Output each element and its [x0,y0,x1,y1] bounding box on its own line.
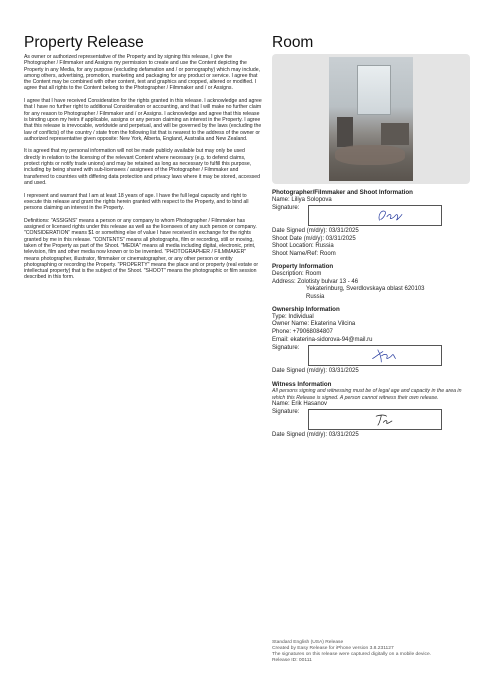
property-section-heading: Property Information [272,263,334,271]
release-details-column [272,34,472,440]
footer-app-version: Created by Easy Release for iPhone version 3.8.231127 [272,645,394,651]
photo-rug [335,145,405,165]
witness-date-signed: Date Signed (m/d/y): 03/31/2025 [272,432,359,439]
owner-email: Email: ekaterina-sidorova-94@mail.ru [272,336,373,343]
owner-signature-box [308,345,442,366]
witness-signature [309,410,441,429]
photographer-name: Name: Liliya Solopova [272,196,332,203]
owner-signature-row [272,345,472,366]
photographer-signature-row [272,205,472,226]
photo-sofa [381,123,409,145]
signature-label: Signature: [272,345,300,352]
footer-capture-note: The signatures on this release were captured digitally on a mobile device. [272,651,432,657]
terms-paragraph-warranty: I represent and warrant that I am at least 18 years of age. I have the full legal capacity and right to execute this release and grant the rights herein granted with respect to the Property, and to bind all persons claiming an interest in the Property. [24,192,249,212]
photographer-signature [309,206,441,225]
owner-date-signed: Date Signed (m/d/y): 03/31/2025 [272,368,359,375]
terms-paragraph-privacy: It is agreed that my personal information will not be made publicly available but may only be used directly in relation to the licensing of the relevant Content where necessary (e.g. to defend claims, protect rights or notify trade unions) and may be retained as long as necessary to fulfill this purpose, including by being shared with sub-licensees / assignees of the Photographer / Filmmaker and transferred to countries with differing data protection and privacy laws where it may be stored, accessed and used. [24,148,260,186]
property-address-line1: Address: Zolotisty bulvar 13 - 46 [272,278,359,285]
signature-label: Signature: [272,409,300,416]
signature-label: Signature: [272,205,300,212]
ownership-section-heading: Ownership Information [272,306,340,314]
witness-name: Name: Erik Hasanov [272,400,328,407]
shoot-location: Shoot Location: Russia [272,243,334,250]
terms-paragraph-consideration: I agree that I have received Consideration for the rights granted in this release. I acknowledge and agree that I have no further right to additional Consideration or accounting, and that I will make no further claim for any reason to Photographer / Filmmaker and / or Assigns. I acknowledge and agree that this release is binding upon my heirs if applicable, assigns or any person claiming an interest in the Property. I agree that this release is irrevocable, worldwide and perpetual, and will be governed by the laws (excluding the law of conflicts) of the country / state from the following list that is nearest to the address of the owner or authorized representative given opposite: New York, Alberta, England, Australia and New Zealand. [24,98,262,142]
witness-section-heading: Witness Information [272,380,332,388]
property-address-line3: Russia [306,293,325,300]
release-terms-column [24,34,262,287]
terms-paragraph-definitions: Definitions: "ASSIGNS" means a person or any company to whom Photographer / Filmmaker has assigned or licensed rights under this release as well as the licensees of any such person or company. "CONSIDERATION" means $1 or something else of value I have received in exchange for the rights granted by me in this release. "CONTENTS" means all photographs, film or recording, still or moving, taken of the Property as part of the Shoot. "MEDIA" means all media including digital, electronic, print, television, film and other media now known or to be invented. "PHOTOGRAPHER / FILMMAKER" means photographer, illustrator, filmmaker or cinematographer, or any other person or entity photographing or recording the Property. "PROPERTY" means the place and or property (real estate or intellectual property) that is the subject of the Shoot. "SHOOT" means the photographic or film session described in this form. [24,217,259,281]
property-address-line2: Yekaterinburg, Sverdlovskaya oblast 620103 [306,286,425,293]
photographer-section-heading: Photographer/Filmmaker and Shoot Information [272,189,413,196]
witness-note: All persons signing and witnessing must be of legal age and capacity in the area in which this Release is signed. A person cannot witness their own release. [272,388,462,401]
owner-name: Owner Name: Ekaterina Vilcina [272,321,356,328]
photographer-date-signed: Date Signed (m/d/y): 03/31/2025 [272,228,359,235]
footer-release-id: Release ID: 00111 [272,657,312,663]
witness-signature-row [272,409,472,430]
footer-release-type: Standard English (USA) Release [272,640,344,645]
property-description: Description: Room [272,270,322,277]
property-photo-frame [272,54,470,184]
owner-phone: Phone: +79068084807 [272,329,333,336]
terms-paragraph-permission: As owner or authorized representative of the Property and by signing this release, I give the Photographer / Filmmaker and Assigns my permission to create and use the Content depicting the Property in any Media, for any purpose (excluding defamation and / or pornography) which may include, among others, advertising, promotion, marketing and packaging for any product or service. I agree that the Content may be combined with other content, text and graphics and cropped, altered or modified. I agree that all rights to the Content belong to the Photographer / Filmmaker and / or Assigns. [24,54,261,92]
property-photo [329,57,413,181]
release-footer [272,640,472,664]
property-title: Room [272,34,314,51]
owner-signature [309,346,441,365]
owner-type: Type: Individual [272,313,314,320]
witness-signature-box [308,409,442,430]
shoot-name: Shoot Name/Ref: Room [272,250,336,257]
photo-chair [337,117,353,147]
shoot-date: Shoot Date (m/d/y): 03/31/2025 [272,235,356,242]
photo-window [357,65,391,115]
photographer-signature-box [308,205,442,226]
document-title: Property Release [24,34,144,51]
